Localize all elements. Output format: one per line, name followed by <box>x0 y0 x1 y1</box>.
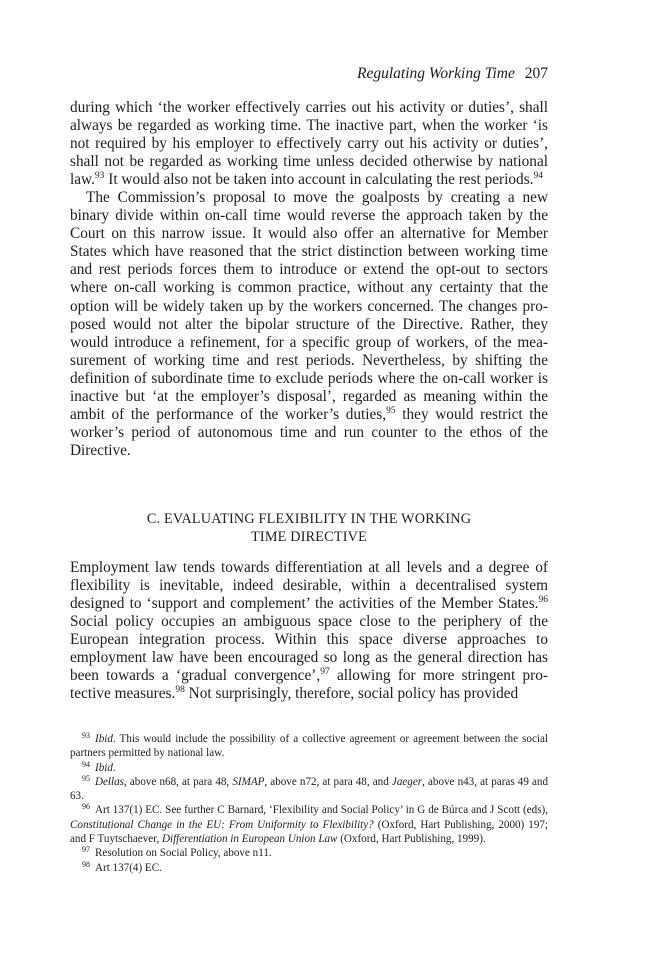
paragraph <box>70 189 548 460</box>
running-head <box>357 64 548 84</box>
paragraph-text: they would restrict the worker’s period of autonomous time and run counter to the ethos of the Directive. <box>70 405 548 459</box>
footnote-italic: Differentiation in European Union Law <box>162 833 338 846</box>
footnote-text: , above n72, at para 48, and <box>264 775 392 788</box>
footnote-text: (Oxford, Hart Publishing, 2000) 197; and F Tuytschaever, <box>70 818 549 846</box>
footnote <box>70 775 548 804</box>
paragraph-text: Social policy occupies an ambiguous space close to the periphery of the European integration process. Within this space diverse approaches to employment law have been encouraged so long as the general direction has been towards a ‘gradual convergence’, <box>70 613 548 685</box>
footnote-text: Art 137(4) EC. <box>95 861 162 874</box>
section-heading-line: TIME DIRECTIVE <box>251 528 367 545</box>
footnote-text: Art 137(1) EC. See further C Barnard, ‘Flexibility and Social Policy’ in G de Búrca and J Scott (eds), <box>95 804 548 817</box>
footnote-italic: Ibid <box>95 733 113 745</box>
paragraph-text: allowing for more stringent protective measures. <box>70 667 549 703</box>
paragraph-text: Employment law tends towards differentiation at all levels and a degree of flexibility is inevitable, indeed desirable, within a decentralised system designed to ‘support and complement’ the activities of the Member States. <box>70 559 548 613</box>
paragraph <box>70 559 548 703</box>
footnote-text: , above n43, at paras 49 and 63. <box>70 775 549 803</box>
paragraph-text: Not surprisingly, therefore, social policy has provided <box>184 685 519 703</box>
footnote-ref[interactable]: 94 <box>533 171 543 182</box>
footnote-ref[interactable]: 95 <box>386 405 396 416</box>
footnote-text: . <box>112 761 116 774</box>
footnote-italic: Dellas <box>95 775 124 788</box>
footnote-text: . This would include the possibility of a collective agreement or agreement between the social partners permitted by national law. <box>70 733 548 760</box>
footnote <box>70 846 548 860</box>
footnote-number: 97 <box>82 845 90 855</box>
footnote <box>70 803 548 846</box>
footnote-number: 94 <box>82 759 90 769</box>
footnotes <box>70 732 548 875</box>
footnote-italic: SIMAP <box>232 775 265 788</box>
footnote-italic: Ibid <box>95 761 113 774</box>
footnote-text: , above n68, at para 48, <box>123 775 233 788</box>
main-text-bottom <box>70 559 548 703</box>
footnote-italic: Constitutional Change in the EU: From Uniformity to Flexibility? <box>70 818 374 831</box>
footnote <box>70 732 548 761</box>
paragraph-text: The Commission’s proposal to move the goalposts by creating a new binary divide within on-call time would reverse the approach taken by the Court on this narrow issue. It would also offer an alternative for Member States which have reasoned that the strict distinction between working time and rest periods forces them to introduce or extend the opt-out to sectors where on-call working is common practice, without any certainty that the option will be widely taken up by the workers concerned. The changes proposed would not alter the bipolar structure of the Directive. Rather, they would introduce a refinement, for a specific group of workers, of the measurement of working time and rest periods. Nevertheless, by shifting the definition of subordinate time to exclude periods where the on-call worker is inactive but ‘at the employer’s disposal’, regarded as meaning within the ambit of the performance of the worker’s duties, <box>70 189 548 423</box>
main-text-top <box>70 99 548 460</box>
running-head-title: Regulating Working Time <box>357 65 515 82</box>
footnote-text: Resolution on Social Policy, above n11. <box>95 847 272 860</box>
section-heading-line: C. EVALUATING FLEXIBILITY IN THE WORKING <box>146 511 472 527</box>
paragraph-text: It would also not be taken into account in calculating the rest periods. <box>104 171 534 189</box>
footnote <box>70 761 548 775</box>
footnote-ref[interactable]: 93 <box>94 171 105 182</box>
footnote-number: 93 <box>82 731 90 740</box>
footnote-ref[interactable]: 98 <box>175 685 185 696</box>
footnote-number: 98 <box>82 859 90 869</box>
footnote-ref[interactable]: 96 <box>538 595 548 606</box>
footnote <box>70 861 548 875</box>
paragraph <box>70 99 548 189</box>
footnote-number: 95 <box>82 773 90 783</box>
footnote-italic: Jaeger <box>391 775 423 788</box>
footnote-text: (Oxford, Hart Publishing, 1999). <box>337 833 486 846</box>
page-number: 207 <box>524 65 548 82</box>
footnote-number: 96 <box>82 802 90 812</box>
footnote-ref[interactable]: 97 <box>320 667 330 678</box>
paragraph-text: during which ‘the worker effectively carries out his activity or duties’, shall always be regarded as working time. The inactive part, when the worker ‘is not required by his employer to effectively carry out his activity or duties’, shall not be regarded as working time unless decided otherwise by national law. <box>70 99 548 189</box>
section-heading <box>70 511 548 546</box>
